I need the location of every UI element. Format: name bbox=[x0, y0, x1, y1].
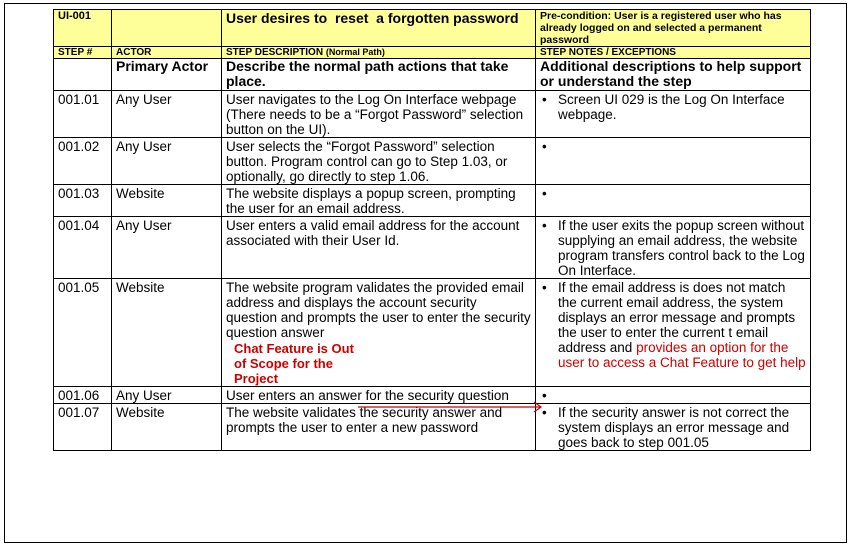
subheader-row bbox=[54, 59, 811, 91]
step-notes bbox=[536, 404, 811, 451]
description-subheader: Describe the normal path actions that take place. bbox=[222, 59, 536, 91]
step-actor: Any User bbox=[112, 217, 222, 279]
note-bullet: • Screen UI 029 is the Log On Interface webpage. bbox=[554, 92, 806, 122]
note-bullet: • If the security answer is not correct the system displays an error message and goes back to step 001.05 bbox=[554, 405, 806, 450]
step-number: 001.01 bbox=[54, 91, 112, 138]
notes-header: STEP NOTES / EXCEPTIONS bbox=[536, 47, 811, 59]
step-notes bbox=[536, 185, 811, 217]
step-number: 001.03 bbox=[54, 185, 112, 217]
column-header-row bbox=[54, 47, 811, 59]
step-number: 001.06 bbox=[54, 387, 112, 404]
description-header-sub: (Normal Path) bbox=[325, 47, 385, 57]
primary-actor-label: Primary Actor bbox=[112, 59, 222, 91]
step-description bbox=[222, 279, 536, 387]
step-actor: Any User bbox=[112, 138, 222, 185]
step-number: 001.04 bbox=[54, 217, 112, 279]
step-notes bbox=[536, 138, 811, 185]
step-notes bbox=[536, 217, 811, 279]
note-red-text: provides an option for the user to access a Chat Feature to get help bbox=[558, 340, 806, 370]
step-notes bbox=[536, 387, 811, 404]
out-of-scope-note: Chat Feature is Out of Scope for the Project bbox=[234, 341, 354, 386]
step-notes bbox=[536, 279, 811, 387]
step-description: User navigates to the Log On Interface webpage (There needs to be a “Forgot Password” selection button on the UI). bbox=[222, 91, 536, 138]
table-row bbox=[54, 138, 811, 185]
step-header: STEP # bbox=[54, 47, 112, 59]
step-number: 001.07 bbox=[54, 404, 112, 451]
description-header bbox=[222, 47, 536, 59]
step-actor: Website bbox=[112, 404, 222, 451]
note-bullet bbox=[554, 280, 806, 370]
description-header-main: STEP DESCRIPTION bbox=[226, 47, 324, 58]
step-description: User selects the “Forgot Password” selection button. Program control can go to Step 1.03, or optionally, go directly to step 1.06. bbox=[222, 138, 536, 185]
step-notes bbox=[536, 91, 811, 138]
precondition: Pre-condition: User is a registered user who has already logged on and selected a permanent password bbox=[536, 10, 811, 47]
step-actor: Any User bbox=[112, 91, 222, 138]
notes-subheader: Additional descriptions to help support or understand the step bbox=[536, 59, 811, 91]
table-row bbox=[54, 217, 811, 279]
empty-cell bbox=[54, 59, 112, 91]
actor-header: ACTOR bbox=[112, 47, 222, 59]
note-bullet: • If the user exits the popup screen without supplying an email address, the website program transfers control back to the Log On Interface. bbox=[554, 218, 806, 278]
step-description-text: The website program validates the provided email address and displays the account security question and prompts the user to enter the security question answer bbox=[226, 280, 531, 340]
use-case-title: User desires to reset a forgotten password bbox=[222, 10, 536, 47]
table-row bbox=[54, 279, 811, 387]
table-row bbox=[54, 185, 811, 217]
step-actor: Website bbox=[112, 185, 222, 217]
use-case-id: UI-001 bbox=[54, 10, 112, 47]
step-number: 001.05 bbox=[54, 279, 112, 387]
note-text: If the email address is does not match the current email address, the system displays an error message and prompts the user to enter the current t email address and bbox=[558, 280, 796, 355]
step-description: The website displays a popup screen, prompting the user for an email address. bbox=[222, 185, 536, 217]
table-row bbox=[54, 91, 811, 138]
use-case-table bbox=[53, 9, 811, 451]
title-row bbox=[54, 10, 811, 47]
step-actor: Any User bbox=[112, 387, 222, 404]
empty-cell bbox=[112, 10, 222, 47]
step-description: The website validates the security answer and prompts the user to enter a new password bbox=[222, 404, 536, 451]
step-number: 001.02 bbox=[54, 138, 112, 185]
step-description: User enters a valid email address for the account associated with their User Id. bbox=[222, 217, 536, 279]
step-description: User enters an answer for the security question bbox=[222, 387, 536, 404]
red-arrow-icon bbox=[358, 400, 548, 414]
step-actor: Website bbox=[112, 279, 222, 387]
